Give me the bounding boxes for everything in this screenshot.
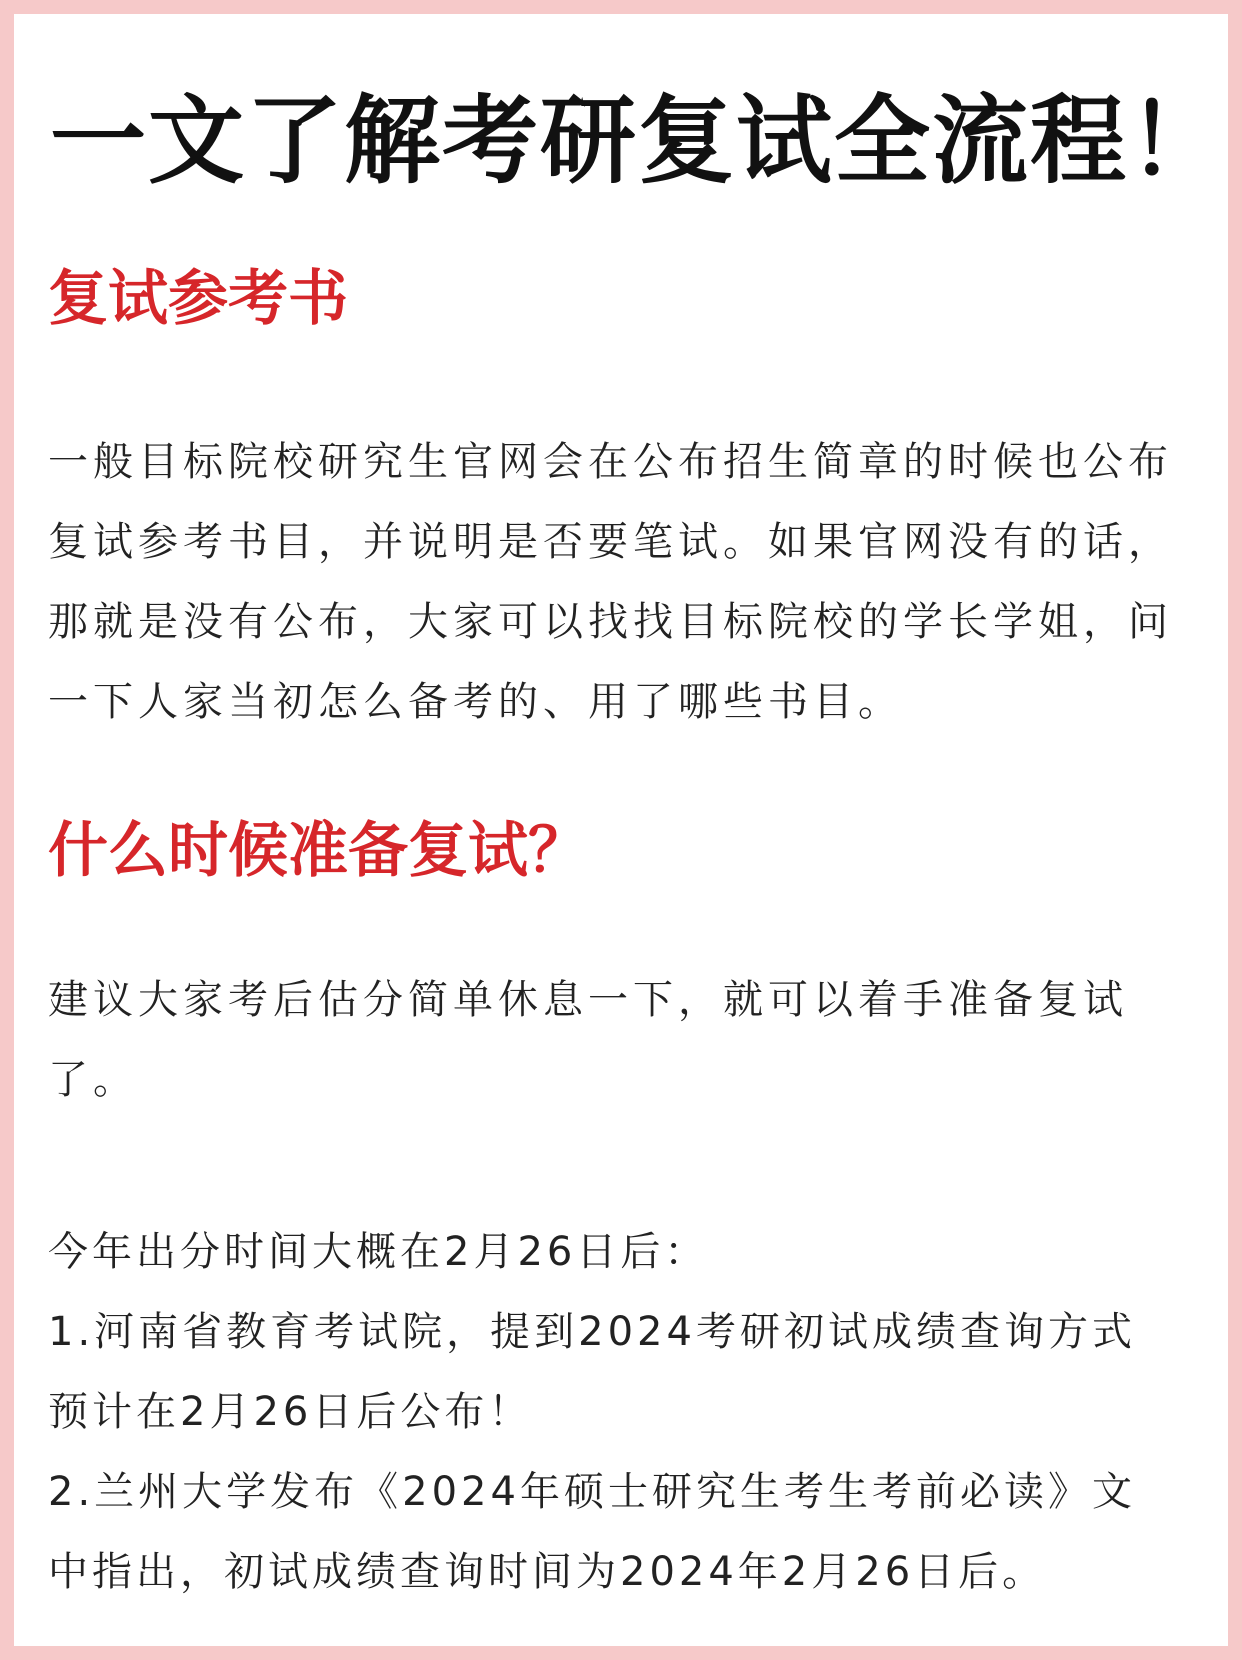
article-card	[14, 14, 1228, 1646]
page-title: 一文了解考研复试全流程！	[50, 85, 1226, 197]
notes-item-2-line-1: 2.兰州大学发布《2024年硕士研究生考生考前必读》文	[48, 1469, 1136, 1515]
section-body-when-to-prepare: 建议大家考后估分简单休息一下，就可以着手准备复试了。	[48, 977, 1128, 1103]
notes-item-2-line-2: 中指出，初试成绩查询时间为2024年2月26日后。	[48, 1549, 1047, 1595]
notes-item-1-line-1: 1.河南省教育考试院，提到2024考研初试成绩查询方式	[48, 1309, 1136, 1355]
notes-item-1-line-2: 预计在2月26日后公布！	[48, 1389, 533, 1435]
section-heading-reference-books: 复试参考书	[48, 264, 348, 334]
section-body-reference-books: 一般目标院校研究生官网会在公布招生简章的时候也公布复试参考书目，并说明是否要笔试。如果官网没有的话，那就是没有公布，大家可以找找目标院校的学长学姐，问一下人家当初怎么备考的、用了哪些书目。	[48, 439, 1173, 725]
notes-intro-line: 今年出分时间大概在2月26日后：	[48, 1229, 709, 1275]
score-release-notes	[48, 1212, 1218, 1612]
section-heading-when-to-prepare: 什么时候准备复试？	[48, 816, 588, 886]
